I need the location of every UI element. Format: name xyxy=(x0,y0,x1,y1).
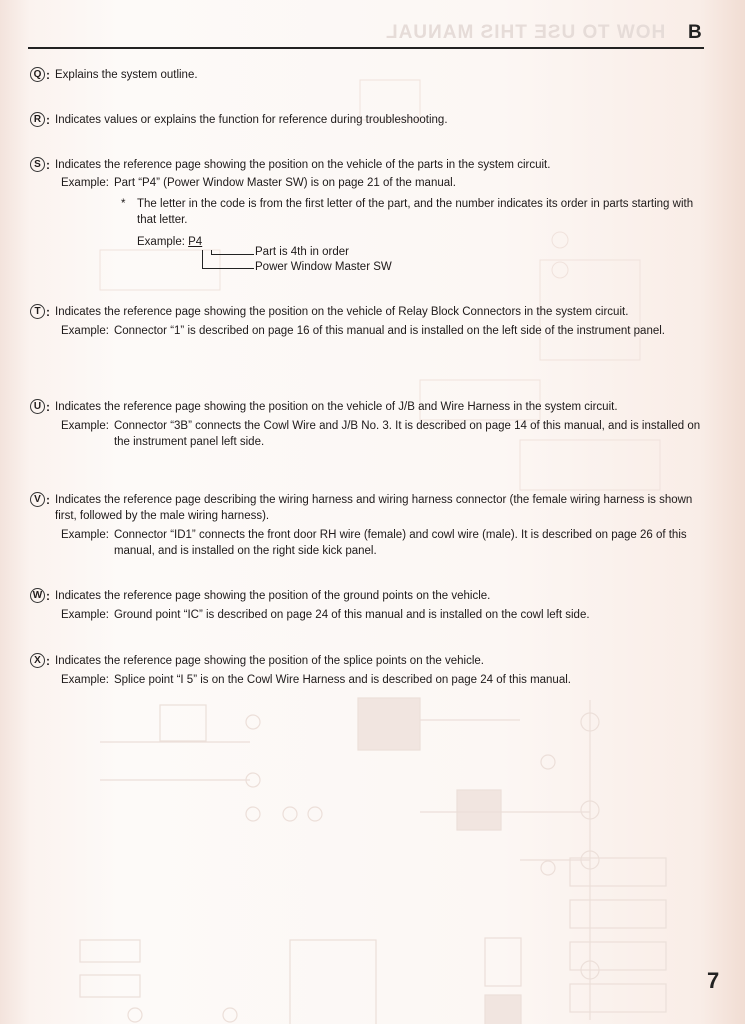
circled-letter-t-icon: T xyxy=(30,304,45,319)
code-part-letter-meaning: Power Window Master SW xyxy=(255,261,392,273)
example-text: Part “P4” (Power Window Master SW) is on page 21 of the manual. xyxy=(113,177,456,189)
bracket-line xyxy=(211,254,254,255)
legend-entry-q: Q : Explains the system outline. xyxy=(30,67,710,83)
example-text: Connector “3B” connects the Cowl Wire and J/B No. 3. It is described on page 14 of this manual, and is installed on the instrument panel left side. xyxy=(113,420,701,448)
entry-description: Indicates the reference page describing the wiring harness and wiring harness connector (the female wiring harness is shown first, followed by the male wiring harness). xyxy=(55,494,693,522)
entry-description: Indicates the reference page showing the position of the splice points on the vehicle. xyxy=(55,655,484,667)
code-part-number-meaning: Part is 4th in order xyxy=(255,246,349,258)
legend-entry-s: S : Indicates the reference page showing the position on the vehicle of the parts in the system circuit. Example: Part “P4” (Power Window Master SW) is on page 21 of the manual. xyxy=(30,157,710,191)
circled-letter-x-icon: X xyxy=(30,653,45,668)
code-note xyxy=(121,196,711,228)
example-label: Example: xyxy=(61,529,109,541)
entry-description: Explains the system outline. xyxy=(55,69,198,81)
circled-letter-w-icon: W xyxy=(30,588,45,603)
example-text: Connector “ID1” connects the front door RH wire (female) and cowl wire (male). It is described on page 26 of this manual, and is installed on the right side kick panel. xyxy=(113,529,687,557)
circled-letter-u-icon: U xyxy=(30,399,45,414)
bracket-line xyxy=(202,268,254,269)
bracket-line xyxy=(202,250,203,269)
circled-letter-s-icon: S xyxy=(30,157,45,172)
header-rule xyxy=(28,47,704,49)
circled-letter-q-icon: Q xyxy=(30,67,45,82)
example-label: Example: xyxy=(61,674,109,686)
legend-entry-r: R : Indicates values or explains the function for reference during troubleshooting. xyxy=(30,112,710,128)
entry-description: Indicates the reference page showing the position on the vehicle of the parts in the system circuit. xyxy=(55,159,551,171)
legend-entry-x: X : Indicates the reference page showing the position of the splice points on the vehicle. Example: Splice point “I 5” is on the Cowl Wire Harness and is described on page 24 of this manual. xyxy=(30,653,710,688)
entry-description: Indicates values or explains the function for reference during troubleshooting. xyxy=(55,114,448,126)
legend-entry-w: W : Indicates the reference page showing the position of the ground points on the vehicle. Example: Ground point “IC” is described on page 24 of this manual and is installed on the cowl left side. xyxy=(30,588,710,623)
entry-description: Indicates the reference page showing the position of the ground points on the vehicle. xyxy=(55,590,491,602)
entry-description: Indicates the reference page showing the position on the vehicle of J/B and Wire Harness in the system circuit. xyxy=(55,401,618,413)
note-text: The letter in the code is from the first letter of the part, and the number indicates its order in parts starting with that letter. xyxy=(137,198,694,226)
entry-description: Indicates the reference page showing the position on the vehicle of Relay Block Connectors in the system circuit. xyxy=(55,306,629,318)
example-text: Connector “1” is described on page 16 of this manual and is installed on the left side of the instrument panel. xyxy=(113,325,665,337)
example-label: Example: xyxy=(61,325,109,337)
legend-entry-v: V : Indicates the reference page describing the wiring harness and wiring harness connector (the female wiring harness is shown first, followed by the male wiring harness). Example: Connector “ID1” connects the front door RH wire (female) and cowl wire (male). It is described on page 26 of this manual, and is installed on the right side kick panel. xyxy=(30,492,710,559)
circled-letter-r-icon: R xyxy=(30,112,45,127)
legend-entry-u: U : Indicates the reference page showing the position on the vehicle of J/B and Wire Harness in the system circuit. Example: Connector “3B” connects the Cowl Wire and J/B No. 3. It is described on page 14 of this manual, and is installed on the instrument panel left side. xyxy=(30,399,710,450)
circled-letter-v-icon: V xyxy=(30,492,45,507)
page-number: 7 xyxy=(707,968,720,993)
header-title-bleed-through: HOW TO USE THIS MANUAL xyxy=(385,22,666,43)
example-label: Example: xyxy=(61,420,109,432)
example-text: Ground point “IC” is described on page 24 of this manual and is installed on the cowl left side. xyxy=(113,609,590,621)
section-letter: B xyxy=(688,22,702,43)
asterisk: * xyxy=(121,198,126,210)
code-value: P4 xyxy=(188,236,203,248)
legend-entry-t: T : Indicates the reference page showing the position on the vehicle of Relay Block Connectors in the system circuit. Example: Connector “1” is described on page 16 of this manual and is installed on the left side of the instrument panel. xyxy=(30,304,710,339)
example-label: Example: xyxy=(61,177,109,189)
code-example xyxy=(137,234,202,250)
example-text: Splice point “I 5” is on the Cowl Wire Harness and is described on page 24 of this manual. xyxy=(113,674,571,686)
example-label: Example: xyxy=(61,609,109,621)
code-example-label: Example: xyxy=(137,236,185,248)
